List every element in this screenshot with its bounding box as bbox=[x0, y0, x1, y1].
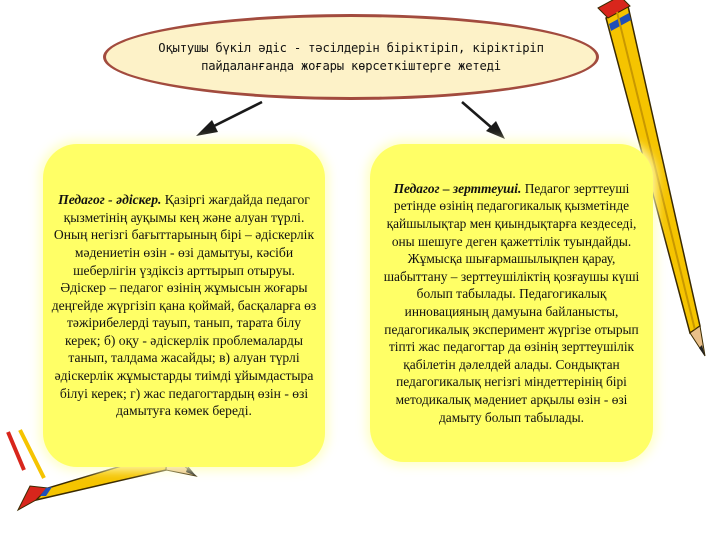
title-oval bbox=[103, 14, 599, 100]
panel-researcher-text bbox=[380, 180, 643, 426]
panel-methodist-text bbox=[51, 191, 317, 420]
arrow-down-left-icon bbox=[196, 102, 262, 136]
panel-methodist-heading: Педагог - әдіскер. bbox=[58, 192, 162, 208]
slide-title: Оқытушы бүкіл әдіс - тәсілдерін біріктіріп, кіріктіріп пайдаланғанда жоғары көрсеткіштерге жетеді bbox=[158, 41, 544, 73]
panel-methodist bbox=[43, 144, 325, 467]
arrow-down-right-icon bbox=[462, 102, 505, 139]
panel-researcher-heading: Педагог – зерттеуші. bbox=[393, 180, 522, 196]
panel-researcher-body: Педагог зерттеуші ретінде өзінің педагогикалық қызметінде қайшылықтар мен қиындықтарға кездеседі, оны шешуге деген қажеттілік туындайды. Жұмысқа шығармашылықпен қарау, шабыттану – зерттеушіліктің қозғаушы күші болып табылады. Педагогикалық инновацияның дамуына байланысты, педагогикалық эксперимент жүргізе отырып тіпті жас педагогтар да өзінің зерттеушілік қабілетін дәлелдей алады. Сондықтан педагогикалық негізгі міндеттерінің бірі методикалық мәдениет арқылы өзін - өзі дамыту болып табылады. bbox=[383, 180, 640, 425]
panel-methodist-body: Қазіргі жағдайда педагог қызметінің ауқымы кең және алуан түрлі. Оның негізгі бағыттарының бірі – әдіскерлік мәдениетін өзін - өзі дамытуы, кәсіби шеберлігін үздіксіз арттырып отыруы. Әдіскер – педагог өзінің жұмысын жоғары деңгейде жүргізіп қана қоймай, басқаларға өз тәжірибелерді тауып, танып, тарата білу керек; б) оқу - әдіскерлік проблемаларды танып, талдама жасайды; в) алуан түрлі әдіскерлік жұмыстарды тиімді ұйымдастыра білуі керек; г) жас педагогтардың өзін - өзі дамытуға көмек береді. bbox=[51, 192, 317, 419]
panel-researcher bbox=[370, 144, 653, 462]
